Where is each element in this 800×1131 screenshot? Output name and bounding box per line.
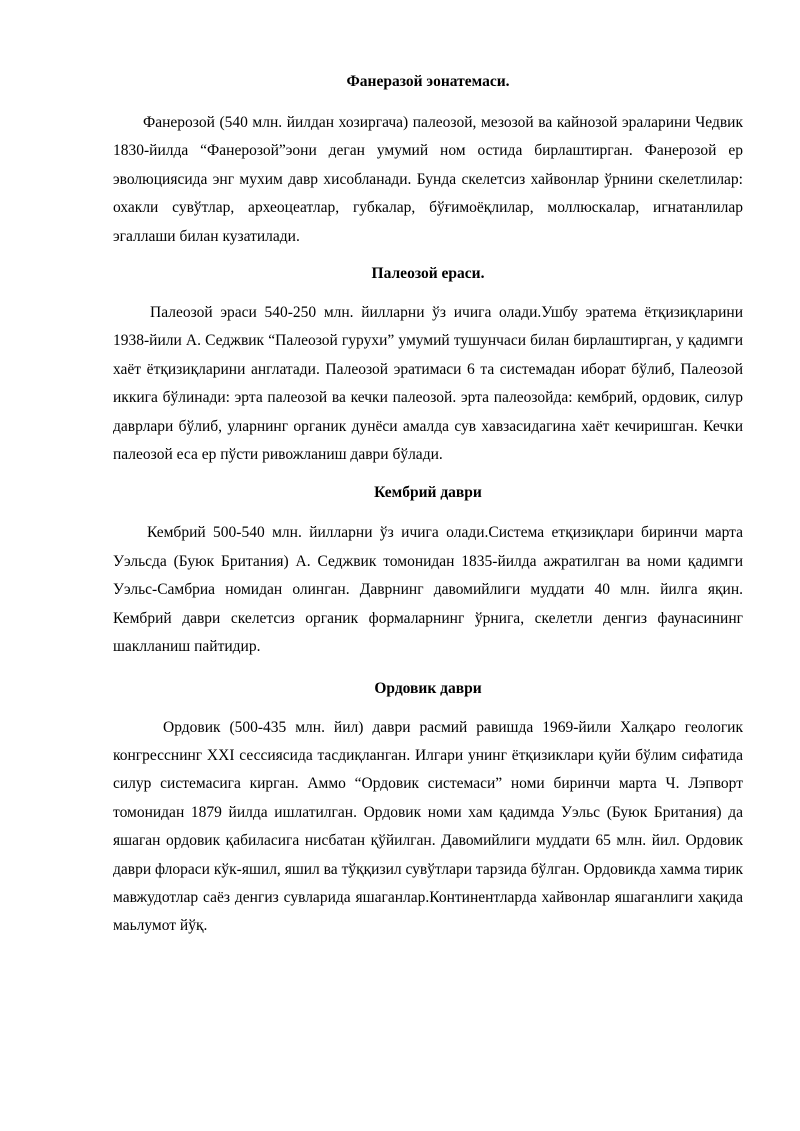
section-heading-ordovician: Ордовик даври: [374, 679, 482, 697]
section-heading-phanerozoic: Фанеразой эонатемаси.: [346, 73, 510, 90]
section-paragraph-cambrian: Кембрий 500-540 млн. йилларни ўз ичига олади.Система етқизиқлари биринчи марта Уэльсда (Буюк Британия) А. Седжвик томонидан 1835-йилда ажратилган ва номи қадимги Уэльс-Самбриа номидан олинган. Даврнинг давомийлиги муддати 40 млн. йилга яқин. Кембрий даври скелетсиз органик формаларнинг ўрнига, скелетли денгиз фаунасининг шаклланиш пайтидир.: [113, 524, 743, 656]
section-paragraph-phanerozoic: Фанерозой (540 млн. йилдан хозиргача) палеозой, мезозой ва кайнозой эраларини Чедвик 1830-йилда “Фанерозой”эони деган умумий ном остида бирлаштирган. Фанерозой ер эволюциясида энг мухим давр хисобланади. Бунда скелетсиз хайвонлар ўрнини скелетлилар: охакли сувўтлар, археоцеатлар, губкалар, бўғимоёқлилар, моллюскалар, игнатанлилар эгаллаши билан кузатилади.: [113, 114, 743, 245]
section-paragraph-paleozoic: Палеозой эраси 540-250 млн. йилларни ўз ичига олади.Ушбу эратема ётқизиқларини 1938-йили А. Седжвик “Палеозой гурухи” умумий тушунчаси билан бирлаштирган, у қадимги хаёт ётқизиқларини англатади. Палеозой эратимаси 6 та системадан иборат бўлиб, Палеозой иккига бўлинади: эрта палеозой ва кечки палеозой. эрта палеозойда: кембрий, ордовик, силур даврлари бўлиб, уларнинг органик дунёси амалда сув хавзасидагина хаёт кечиришган. Кечки палеозой еса ер пўсти ривожланиш даври бўлади.: [113, 304, 743, 464]
document-page: [113, 68, 743, 941]
section-heading-paleozoic: Палеозой ераси.: [371, 265, 485, 283]
section-paragraph-ordovician: Ордовик (500-435 млн. йил) даври расмий равишда 1969-йили Халқаро геологик конгресснинг XXI сессиясида тасдиқланган. Илгари унинг ётқизиклари қуйи бўлим сифатида силур системасига кирган. Аммо “Ордовик системаси” номи биринчи марта Ч. Лэпворт томонидан 1879 йилда ишлатилган. Ордовик номи хам қадимда Уэльс (Буюк Британия) да яшаган ордовик қабиласига нисбатан қўйилган. Давомийлиги муддати 65 млн. йил. Ордовик даври флораси кўк-яшил, яшил ва тўққизил сувўтлари тарзида бўлган. Ордовикда хамма тирик мавжудотлар саёз денгиз сувларида яшаганлар.Континентларда хайвонлар яшаганлиги хақида маьлумот йўқ.: [113, 718, 743, 935]
section-heading-cambrian: Кембрий даври: [374, 484, 482, 502]
